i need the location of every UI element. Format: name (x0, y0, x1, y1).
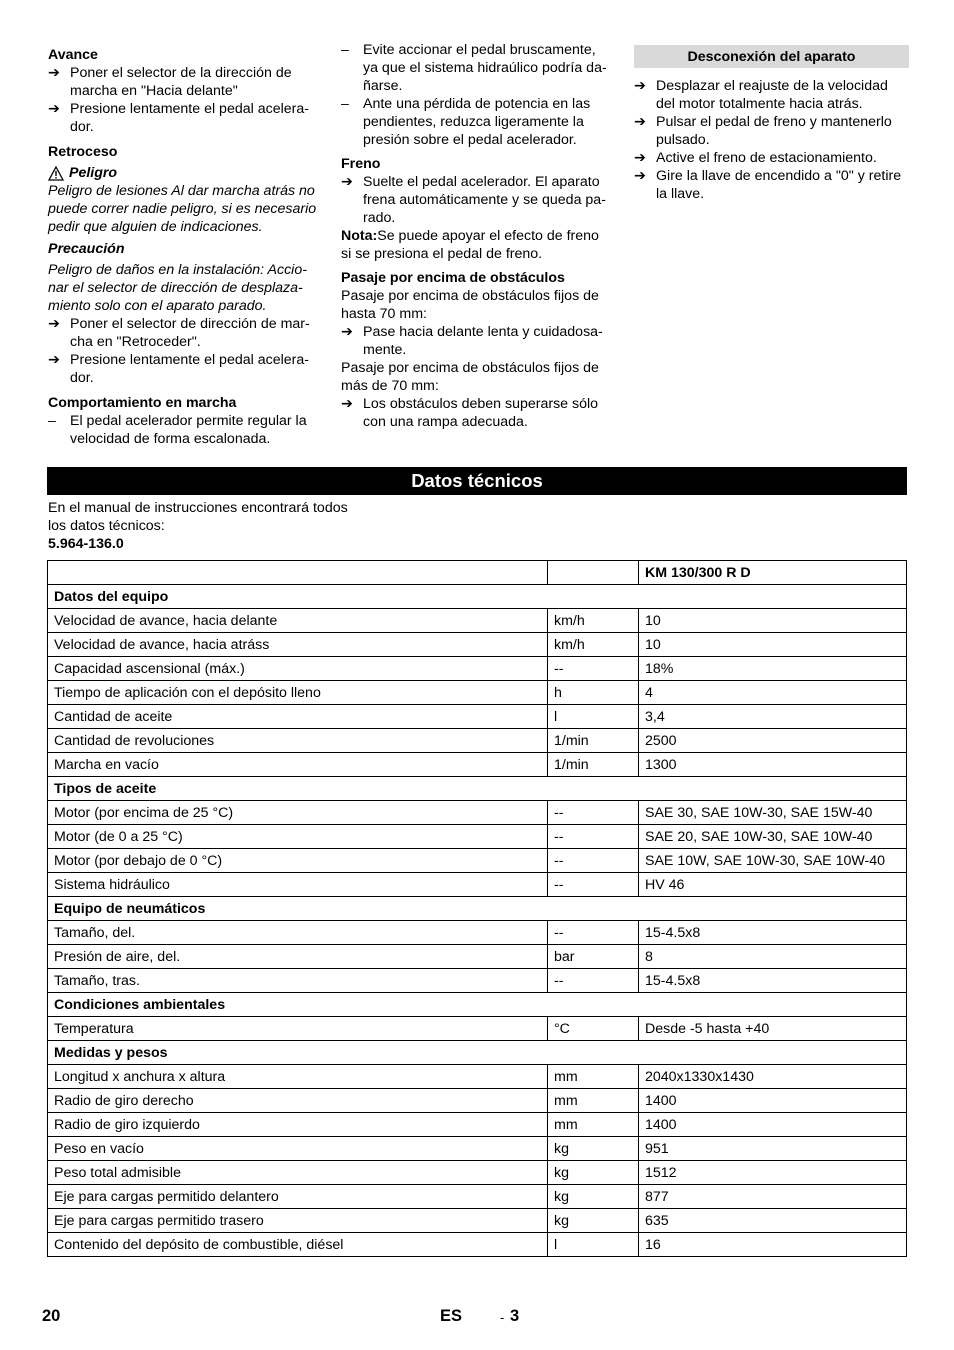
language-code: ES (440, 1307, 463, 1325)
table-row (48, 1233, 907, 1257)
cell-unit: km/h (548, 609, 639, 633)
model-header: KM 130/300 R D (639, 561, 907, 585)
cell-label: Motor (por debajo de 0 °C) (48, 849, 548, 873)
part-number: 5.964-136.0 (48, 536, 124, 552)
section-label: Tipos de aceite (48, 777, 907, 801)
note: Nota:Se puede apoyar el efecto de freno si se presiona el pedal de freno. (341, 228, 599, 262)
cell-value: 15-4.5x8 (639, 921, 907, 945)
step-item: ➔ Los obstáculos deben superarse sólo con una rampa adecuada. (341, 396, 599, 430)
cell-value: 4 (639, 681, 907, 705)
paragraph: Pasaje por encima de obstáculos fijos de más de 70 mm: (341, 360, 599, 394)
cell-label: Sistema hidráulico (48, 873, 548, 897)
cell-value: SAE 10W, SAE 10W-30, SAE 10W-40 (639, 849, 907, 873)
cell-value: 1300 (639, 753, 907, 777)
cell-unit: l (548, 705, 639, 729)
spec-table (47, 560, 907, 1257)
table-section-row (48, 993, 907, 1017)
cell-unit: kg (548, 1185, 639, 1209)
cell-label: Temperatura (48, 1017, 548, 1041)
table-row (48, 633, 907, 657)
cell-unit: -- (548, 657, 639, 681)
cell-unit: -- (548, 849, 639, 873)
step-item: ➔ Gire la llave de encendido a "0" y retire la llave. (634, 168, 902, 202)
cell-unit: -- (548, 801, 639, 825)
step-item: ➔ Presione lentamente el pedal acelera-dor. (48, 101, 309, 135)
arrow-right-icon: ➔ (48, 101, 60, 117)
table-row (48, 729, 907, 753)
caution-label: Precaución (48, 241, 125, 257)
warning-triangle-icon (48, 166, 64, 181)
cell-unit: -- (548, 969, 639, 993)
cell-label: Velocidad de avance, hacia atráss (48, 633, 548, 657)
arrow-right-icon: ➔ (634, 78, 646, 94)
arrow-right-icon: ➔ (341, 396, 353, 412)
cell-label: Eje para cargas permitido trasero (48, 1209, 548, 1233)
cell-label: Tiempo de aplicación con el depósito lleno (48, 681, 548, 705)
table-row (48, 825, 907, 849)
cell-value: 1400 (639, 1089, 907, 1113)
cell-unit: 1/min (548, 729, 639, 753)
cell-unit: km/h (548, 633, 639, 657)
cell-unit: mm (548, 1089, 639, 1113)
cell-value: 1512 (639, 1161, 907, 1185)
cell-unit: l (548, 1233, 639, 1257)
cell-value: 951 (639, 1137, 907, 1161)
cell-value: 3,4 (639, 705, 907, 729)
cell-label: Motor (de 0 a 25 °C) (48, 825, 548, 849)
cell-unit: mm (548, 1113, 639, 1137)
page-number: 20 (42, 1307, 61, 1325)
step-item: ➔ Pulsar el pedal de freno y mantenerlo pulsado. (634, 114, 892, 148)
cell-value: SAE 20, SAE 10W-30, SAE 10W-40 (639, 825, 907, 849)
cell-unit: h (548, 681, 639, 705)
table-row (48, 609, 907, 633)
table-row (48, 945, 907, 969)
table-section-row (48, 585, 907, 609)
cell-value: 877 (639, 1185, 907, 1209)
cell-label: Tamaño, tras. (48, 969, 548, 993)
arrow-right-icon: ➔ (634, 150, 646, 166)
footer-separator: - (500, 1310, 505, 1325)
cell-unit: mm (548, 1065, 639, 1089)
column-middle (341, 41, 613, 431)
table-row (48, 1185, 907, 1209)
table-row (48, 753, 907, 777)
step-item: ➔ Desplazar el reajuste de la velocidad del motor totalmente hacia atrás. (634, 78, 888, 112)
table-row (48, 1089, 907, 1113)
step-item: ➔ Presione lentamente el pedal acelera-dor. (48, 352, 309, 386)
table-section-row (48, 1041, 907, 1065)
section-label: Condiciones ambientales (48, 993, 907, 1017)
table-section-row (48, 897, 907, 921)
cell-unit: -- (548, 873, 639, 897)
arrow-right-icon: ➔ (341, 324, 353, 340)
cell-unit: °C (548, 1017, 639, 1041)
step-item: ➔ Poner el selector de la dirección de marcha en "Hacia delante" (48, 65, 292, 99)
cell-unit: kg (548, 1137, 639, 1161)
dash-item: – El pedal acelerador permite regular la velocidad de forma escalonada. (48, 413, 307, 447)
section-label: Datos del equipo (48, 585, 907, 609)
arrow-right-icon: ➔ (48, 316, 60, 332)
table-row (48, 1065, 907, 1089)
cell-unit: kg (548, 1161, 639, 1185)
cell-value: Desde -5 hasta +40 (639, 1017, 907, 1041)
cell-unit: -- (548, 825, 639, 849)
cell-label: Cantidad de aceite (48, 705, 548, 729)
heading-retroceso: Retroceso (48, 144, 118, 160)
cell-value: 10 (639, 633, 907, 657)
cell-unit: -- (548, 921, 639, 945)
table-row (48, 801, 907, 825)
cell-value: 15-4.5x8 (639, 969, 907, 993)
table-row (48, 1017, 907, 1041)
cell-label: Capacidad ascensional (máx.) (48, 657, 548, 681)
step-item: ➔ Active el freno de estacionamiento. (634, 150, 877, 166)
arrow-right-icon: ➔ (341, 174, 353, 190)
caution-text: Peligro de daños en la instalación: Accio-nar el selector de dirección de desplaza-miento solo con el aparato parado. (48, 262, 307, 314)
cell-label: Cantidad de revoluciones (48, 729, 548, 753)
table-row (48, 1137, 907, 1161)
table-row (48, 873, 907, 897)
cell-value: SAE 30, SAE 10W-30, SAE 15W-40 (639, 801, 907, 825)
column-left (48, 41, 320, 448)
table-row (48, 681, 907, 705)
table-row (48, 849, 907, 873)
cell-value: 18% (639, 657, 907, 681)
cell-label: Velocidad de avance, hacia delante (48, 609, 548, 633)
heading-avance: Avance (48, 47, 98, 63)
cell-label: Peso en vacío (48, 1137, 548, 1161)
arrow-right-icon: ➔ (48, 352, 60, 368)
table-row (48, 969, 907, 993)
table-row (48, 921, 907, 945)
cell-value: 1400 (639, 1113, 907, 1137)
cell-label: Marcha en vacío (48, 753, 548, 777)
table-row (48, 705, 907, 729)
table-row (48, 657, 907, 681)
intro-text: En el manual de instrucciones encontrará todos los datos técnicos: 5.964-136.0 (48, 500, 348, 552)
table-section-row (48, 777, 907, 801)
arrow-right-icon: ➔ (48, 65, 60, 81)
column-right (634, 45, 909, 203)
cell-label: Peso total admisible (48, 1161, 548, 1185)
table-row (48, 1113, 907, 1137)
cell-label: Eje para cargas permitido delantero (48, 1185, 548, 1209)
table-header-row (48, 561, 907, 585)
cell-label: Radio de giro derecho (48, 1089, 548, 1113)
heading-freno: Freno (341, 156, 381, 172)
arrow-right-icon: ➔ (634, 114, 646, 130)
cell-value: 8 (639, 945, 907, 969)
section-label: Equipo de neumáticos (48, 897, 907, 921)
cell-value: HV 46 (639, 873, 907, 897)
section-title-datos-tecnicos: Datos técnicos (47, 467, 907, 495)
sub-page-number: 3 (510, 1307, 520, 1325)
cell-label: Radio de giro izquierdo (48, 1113, 548, 1137)
cell-value: 16 (639, 1233, 907, 1257)
dash-item: – Ante una pérdida de potencia en las pendientes, reduzca ligeramente la presión sobre el pedal acelerador. (341, 96, 591, 148)
cell-label: Presión de aire, del. (48, 945, 548, 969)
step-item: ➔ Poner el selector de dirección de mar-cha en "Retroceder". (48, 316, 310, 350)
cell-unit: 1/min (548, 753, 639, 777)
cell-value: 10 (639, 609, 907, 633)
cell-label: Contenido del depósito de combustible, diésel (48, 1233, 548, 1257)
cell-unit: bar (548, 945, 639, 969)
danger-text: Peligro de lesiones Al dar marcha atrás no puede correr nadie peligro, si es necesario pedir que alguien de indicaciones. (48, 183, 317, 235)
danger-label: Peligro (48, 164, 320, 182)
step-item: ➔ Pase hacia delante lenta y cuidadosa-mente. (341, 324, 603, 358)
cell-label: Tamaño, del. (48, 921, 548, 945)
cell-value: 2040x1330x1430 (639, 1065, 907, 1089)
cell-value: 2500 (639, 729, 907, 753)
cell-label: Motor (por encima de 25 °C) (48, 801, 548, 825)
heading-pasaje: Pasaje por encima de obstáculos (341, 270, 565, 286)
table-row (48, 1209, 907, 1233)
cell-unit: kg (548, 1209, 639, 1233)
step-item: ➔ Suelte el pedal acelerador. El aparato frena automáticamente y se queda pa-rado. (341, 174, 606, 226)
section-label: Medidas y pesos (48, 1041, 907, 1065)
cell-label: Longitud x anchura x altura (48, 1065, 548, 1089)
dash-item: – Evite accionar el pedal bruscamente, ya que el sistema hidraúlico podría da-ñarse. (341, 42, 607, 94)
heading-comportamiento: Comportamiento en marcha (48, 395, 237, 411)
paragraph: Pasaje por encima de obstáculos fijos de hasta 70 mm: (341, 288, 599, 322)
table-row (48, 1161, 907, 1185)
arrow-right-icon: ➔ (634, 168, 646, 184)
cell-value: 635 (639, 1209, 907, 1233)
heading-desconexion: Desconexión del aparato (634, 45, 909, 68)
